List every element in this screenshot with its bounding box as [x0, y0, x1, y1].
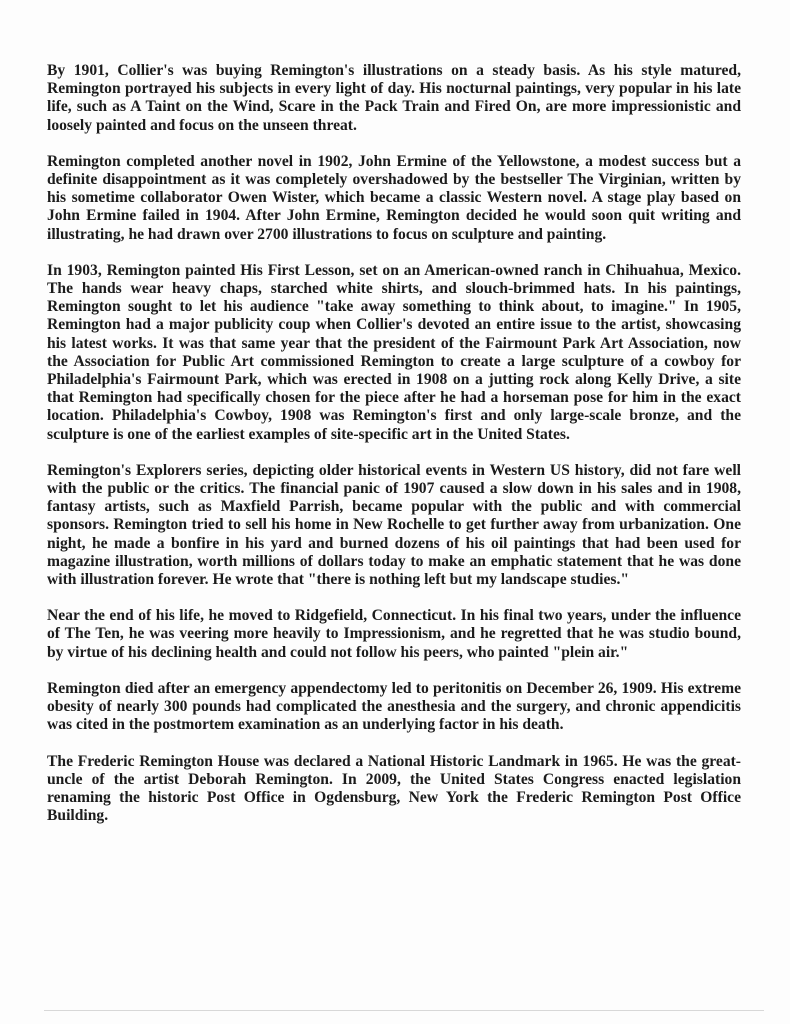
- paragraph-legacy: The Frederic Remington House was declared a National Historic Landmark in 1965. He was the great-uncle of the artist Deborah Remington. In 2009, the United States Congress enacted legislation renaming the historic Post Office in Ogdensburg, New York the Frederic Remington Post Office Building.: [47, 752, 741, 825]
- paragraph-first-lesson-cowboy-sculpture: In 1903, Remington painted His First Lesson, set on an American-owned ranch in Chihuahua, Mexico. The hands wear heavy chaps, starched white shirts, and slouch-brimmed hats. In his paintings, Remington sought to let his audience "take away something to think about, to imagine." In 1905, Remington had a major publicity coup when Collier's devoted an entire issue to the artist, showcasing his latest works. It was that same year that the president of the Fairmount Park Art Association, now the Association for Public Art commissioned Remington to create a large sculpture of a cowboy for Philadelphia's Fairmount Park, which was erected in 1908 on a jutting rock along Kelly Drive, a site that Remington had specifically chosen for the piece after he had a horseman pose for him in the exact location. Philadelphia's Cowboy, 1908 was Remington's first and only large-scale bronze, and the sculpture is one of the earliest examples of site-specific art in the United States.: [47, 261, 741, 443]
- paragraph-explorers-series: Remington's Explorers series, depicting older historical events in Western US history, did not fare well with the public or the critics. The financial panic of 1907 caused a slow down in his sales and in 1908, fantasy artists, such as Maxfield Parrish, became popular with the public and with commercial sponsors. Remington tried to sell his home in New Rochelle to get further away from urbanization. One night, he made a bonfire in his yard and burned dozens of his oil paintings that had been used for magazine illustration, worth millions of dollars today to make an emphatic statement that he was done with illustration forever. He wrote that "there is nothing left but my landscape studies.": [47, 461, 741, 589]
- paragraph-colliers-illustrations: By 1901, Collier's was buying Remington's illustrations on a steady basis. As his style matured, Remington portrayed his subjects in every light of day. His nocturnal paintings, very popular in his late life, such as A Taint on the Wind, Scare in the Pack Train and Fired On, are more impressionistic and loosely painted and focus on the unseen threat.: [47, 62, 741, 134]
- paragraph-john-ermine-novel: Remington completed another novel in 1902, John Ermine of the Yellowstone, a modest success but a definite disappointment as it was completely overshadowed by the bestseller The Virginian, written by his sometime collaborator Owen Wister, which became a classic Western novel. A stage play based on John Ermine failed in 1904. After John Ermine, Remington decided he would soon quit writing and illustrating, he had drawn over 2700 illustrations to focus on sculpture and painting.: [47, 152, 741, 243]
- paragraph-ridgefield-final-years: Near the end of his life, he moved to Ridgefield, Connecticut. In his final two years, under the influence of The Ten, he was veering more heavily to Impressionism, and he regretted that he was studio bound, by virtue of his declining health and could not follow his peers, who painted "plein air.": [47, 607, 741, 661]
- document-body: [47, 62, 741, 825]
- paragraph-death: Remington died after an emergency appendectomy led to peritonitis on December 26, 1909. His extreme obesity of nearly 300 pounds had complicated the anesthesia and the surgery, and chronic appendicitis was cited in the postmortem examination as an underlying factor in his death.: [47, 679, 741, 734]
- scan-bottom-rule: [44, 1010, 764, 1011]
